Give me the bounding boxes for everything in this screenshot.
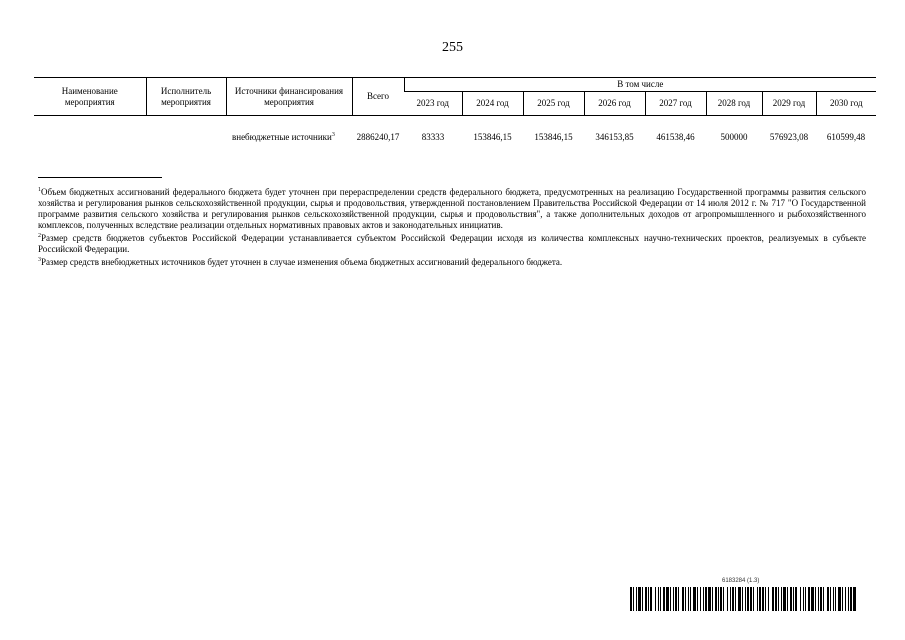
header-sources: Источники финансирования мероприятия: [226, 78, 352, 116]
header-year: 2024 год: [462, 92, 523, 116]
page-number: 255: [442, 40, 463, 55]
footnote-text: Объем бюджетных ассигнований федерального бюджета будет уточнен при перераспределении средств федерального бюджета, предусмотренных на реализацию Государственной программы развития сельского хозяйства и регулирования рынков сельскохозяйственной продукции, сырья и продовольствия, утвержденной постановлением Правительства Российской Федерации от 14 июля 2012 г. № 717 "О Государственной программе развития сельского хозяйства и регулирования рынков сельскохозяйственной продукции, сырья и продовольствия", а также дополнительных доходов от агропромышленного и рыбохозяйственного комплексов, полученных вследствие реализации отдельных нормативных правовых актов и законодательных инициатив.: [38, 187, 866, 230]
header-year: 2030 год: [816, 92, 876, 116]
cell-total: 2886240,17: [352, 116, 404, 147]
header-executor: Исполнитель мероприятия: [146, 78, 226, 116]
header-year: 2025 год: [523, 92, 584, 116]
footnote-ref: 3: [331, 132, 335, 138]
footnote: [38, 233, 866, 255]
cell-value: 83333: [404, 116, 462, 147]
cell-source: [226, 116, 352, 147]
footnote-text: Размер средств внебюджетных источников будет уточнен в случае изменения объема бюджетных ассигнований федерального бюджета.: [41, 257, 563, 267]
cell-executor: [146, 116, 226, 147]
source-label: внебюджетные источники: [232, 132, 332, 142]
cell-value: 153846,15: [462, 116, 523, 147]
cell-value: 576923,08: [762, 116, 816, 147]
header-year: 2028 год: [706, 92, 762, 116]
footnote-text: Размер средств бюджетов субъектов Российской Федерации устанавливается субъектом Российской Федерации исходя из количества комплексных научно-технических проектов, реализуемых в субъекте Российской Федерации.: [38, 233, 866, 254]
cell-name: [34, 116, 146, 147]
footnote-mark: 2: [38, 233, 41, 239]
header-year: 2026 год: [584, 92, 645, 116]
footnote: [38, 257, 866, 268]
barcode-bar: [853, 587, 856, 611]
cell-value: 500000: [706, 116, 762, 147]
footnotes: [38, 187, 866, 270]
header-including: В том числе: [404, 78, 876, 92]
table-row: [34, 116, 876, 147]
barcode: [630, 587, 856, 611]
footnote-separator: [38, 177, 162, 178]
footnote-mark: 1: [38, 187, 41, 193]
footnote-mark: 3: [38, 257, 41, 263]
header-year: 2029 год: [762, 92, 816, 116]
footnote: [38, 187, 866, 231]
cell-value: 461538,46: [645, 116, 706, 147]
barcode-number: 6183284 (1.3): [722, 578, 760, 584]
cell-value: 153846,15: [523, 116, 584, 147]
budget-table: [34, 77, 876, 146]
header-year: 2027 год: [645, 92, 706, 116]
cell-value: 346153,85: [584, 116, 645, 147]
header-total: Всего: [352, 78, 404, 116]
cell-value: 610599,48: [816, 116, 876, 147]
header-year: 2023 год: [404, 92, 462, 116]
header-name: Наименование мероприятия: [34, 78, 146, 116]
